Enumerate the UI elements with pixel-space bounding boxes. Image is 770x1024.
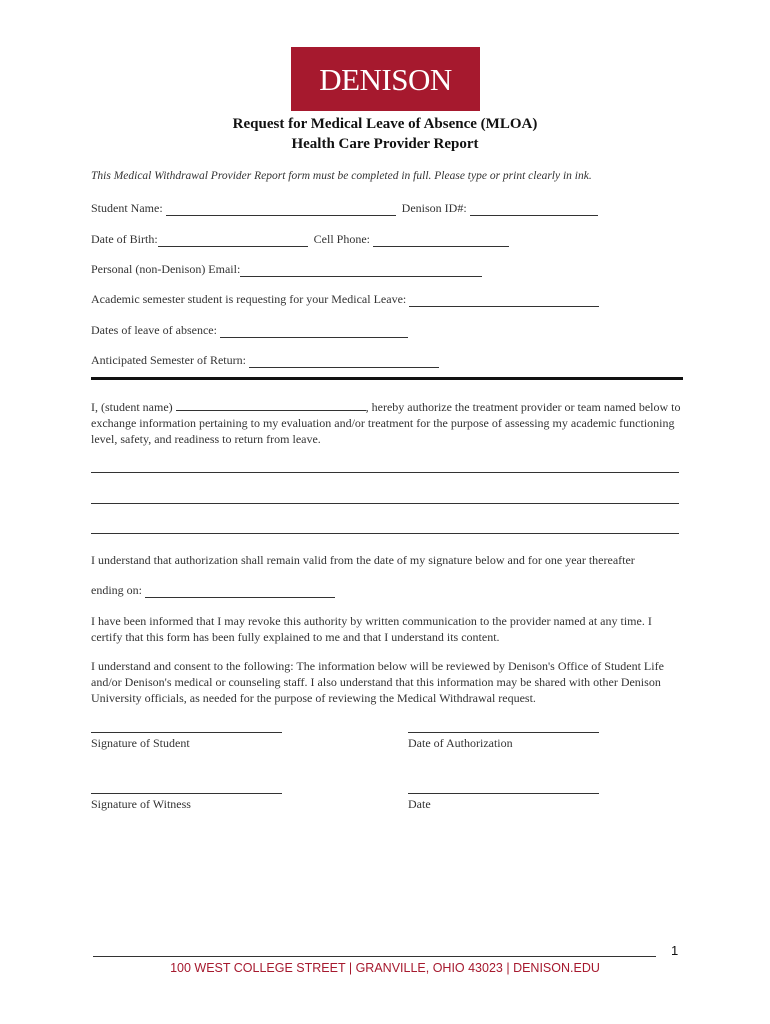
- student-name-label: Student Name:: [91, 201, 163, 215]
- denison-id-label: Denison ID#:: [401, 201, 467, 215]
- form-subtitle: Health Care Provider Report: [291, 136, 479, 152]
- witness-date-label: Date: [408, 797, 431, 811]
- email-row: [91, 262, 482, 277]
- dob-row: [91, 232, 509, 247]
- authorization-date-label: Date of Authorization: [408, 736, 513, 750]
- section-divider: [91, 377, 683, 380]
- logo-text: DENISON: [319, 61, 452, 97]
- return-semester-row: [91, 353, 439, 368]
- provider-line-2[interactable]: [91, 503, 679, 504]
- academic-semester-field[interactable]: [409, 294, 599, 307]
- validity-statement: I understand that authorization shall remain valid from the date of my signature below and for one year thereafter: [91, 553, 635, 567]
- revoke-paragraph: I have been informed that I may revoke this authority by written communication to the provider named at any time. I certify that this form has been fully explained to me and that I understand its content.: [91, 614, 652, 644]
- witness-date-line[interactable]: [408, 793, 599, 794]
- footer-address: 100 WEST COLLEGE STREET | GRANVILLE, OHIO 43023 | DENISON.EDU: [170, 961, 600, 975]
- provider-line-3[interactable]: [91, 533, 679, 534]
- dates-of-leave-row: [91, 323, 408, 338]
- student-signature-label: Signature of Student: [91, 736, 190, 750]
- academic-semester-label: Academic semester student is requesting for your Medical Leave:: [91, 292, 407, 306]
- cell-phone-label: Cell Phone:: [313, 232, 370, 246]
- authorization-date-line[interactable]: [408, 732, 599, 733]
- footer-divider: [93, 956, 656, 957]
- return-semester-label: Anticipated Semester of Return:: [91, 353, 246, 367]
- student-signature-line[interactable]: [91, 732, 282, 733]
- ending-on-field[interactable]: [145, 585, 335, 598]
- dates-of-leave-label: Dates of leave of absence:: [91, 323, 217, 337]
- academic-semester-row: [91, 292, 599, 307]
- cell-phone-field[interactable]: [373, 234, 509, 247]
- dob-label: Date of Birth:: [91, 232, 158, 246]
- denison-logo: [291, 47, 480, 111]
- provider-line-1[interactable]: [91, 472, 679, 473]
- ending-on-row: [91, 583, 335, 598]
- authorization-suffix: , hereby authorize the treatment provider or team named below to exchange information pertaining to my evaluation and/or treatment for the purpose of assessing my academic functioning level, safety, and readiness to return from leave.: [91, 400, 681, 446]
- completion-notice: This Medical Withdrawal Provider Report form must be completed in full. Please type or print clearly in ink.: [91, 170, 592, 182]
- dates-of-leave-field[interactable]: [220, 325, 408, 338]
- authorization-student-name-field[interactable]: [176, 400, 366, 411]
- student-name-field[interactable]: [166, 203, 396, 216]
- consent-paragraph: I understand and consent to the following: The information below will be reviewed by Denison's Office of Student Life and/or Denison's medical or counseling staff. I also understand that this information may be shared with other Denison University officials, as needed for the purpose of reviewing the Medical Withdrawal request.: [91, 659, 664, 705]
- form-title: Request for Medical Leave of Absence (MLOA): [232, 116, 538, 132]
- page-number: 1: [671, 943, 679, 958]
- authorization-prefix: I, (student name): [91, 400, 173, 414]
- email-label: Personal (non-Denison) Email:: [91, 262, 241, 276]
- authorization-paragraph: [91, 399, 681, 447]
- witness-signature-label: Signature of Witness: [91, 797, 191, 811]
- return-semester-field[interactable]: [249, 355, 439, 368]
- dob-field[interactable]: [158, 234, 308, 247]
- student-name-row: [91, 201, 598, 216]
- email-field[interactable]: [240, 264, 482, 277]
- denison-id-field[interactable]: [470, 203, 598, 216]
- ending-on-label: ending on:: [91, 583, 142, 597]
- witness-signature-line[interactable]: [91, 793, 282, 794]
